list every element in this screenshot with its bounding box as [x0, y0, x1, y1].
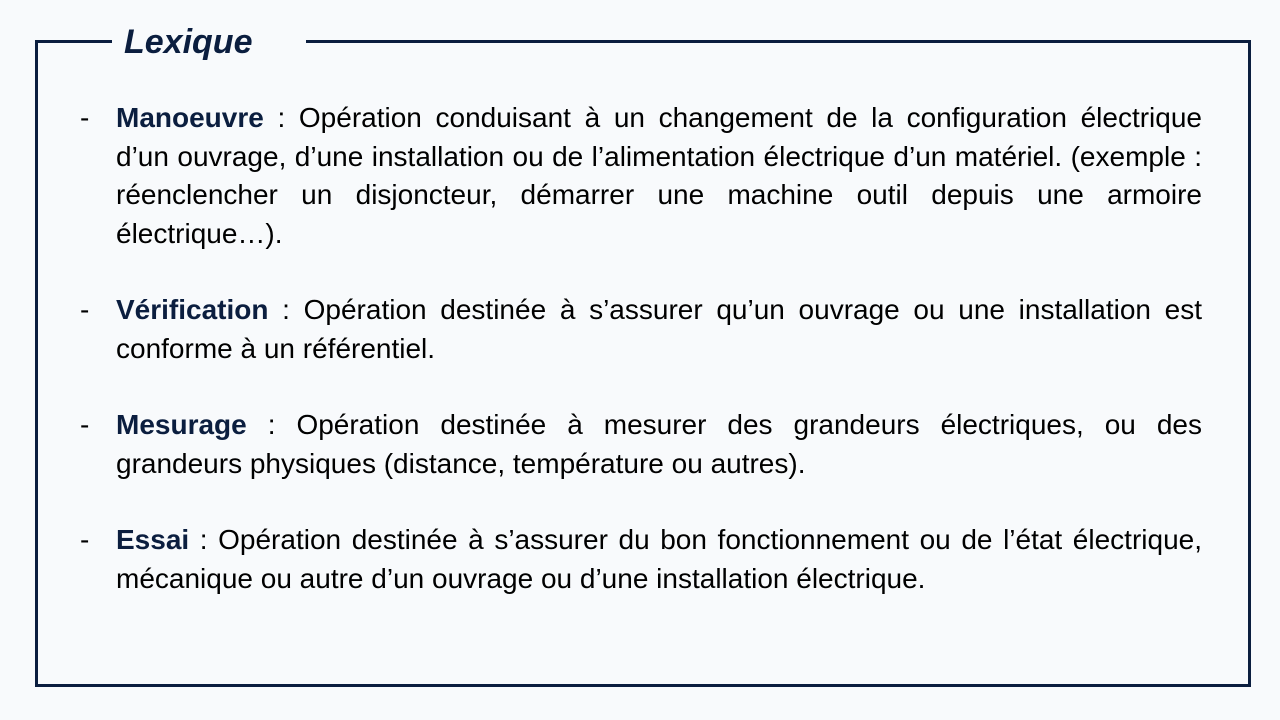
- definition-item-mesurage: [80, 406, 1202, 483]
- definition-item-manoeuvre: [80, 99, 1202, 253]
- bullet-dash: -: [80, 294, 90, 325]
- bullet-dash: -: [80, 524, 90, 555]
- definition-item-verification: [80, 291, 1202, 368]
- term-mesurage: Mesurage: [116, 409, 247, 440]
- definition-list: [80, 99, 1202, 636]
- bullet-dash: -: [80, 102, 90, 133]
- term-essai: Essai: [116, 524, 190, 555]
- definition-mesurage: : Opération destinée à mesurer des grandeurs électriques, ou des grandeurs physiques (distance, température ou autres).: [116, 409, 1202, 479]
- bullet-dash: -: [80, 409, 90, 440]
- definition-manoeuvre: : Opération conduisant à un changement de la configuration électrique d’un ouvrage, d’une installation ou de l’alimentation électrique d’un matériel. (exemple : réenclencher un disjoncteur, démarrer une machine outil depuis une armoire électrique…).: [116, 102, 1202, 249]
- definition-essai: : Opération destinée à s’assurer du bon fonctionnement ou de l’état électrique, mécanique ou autre d’un ouvrage ou d’une installation électrique.: [116, 524, 1202, 594]
- term-verification: Vérification: [116, 294, 269, 325]
- slide-title: Lexique: [112, 20, 306, 64]
- definition-item-essai: [80, 521, 1202, 598]
- definition-verification: : Opération destinée à s’assurer qu’un ouvrage ou une installation est conforme à un référentiel.: [116, 294, 1202, 364]
- term-manoeuvre: Manoeuvre: [116, 102, 264, 133]
